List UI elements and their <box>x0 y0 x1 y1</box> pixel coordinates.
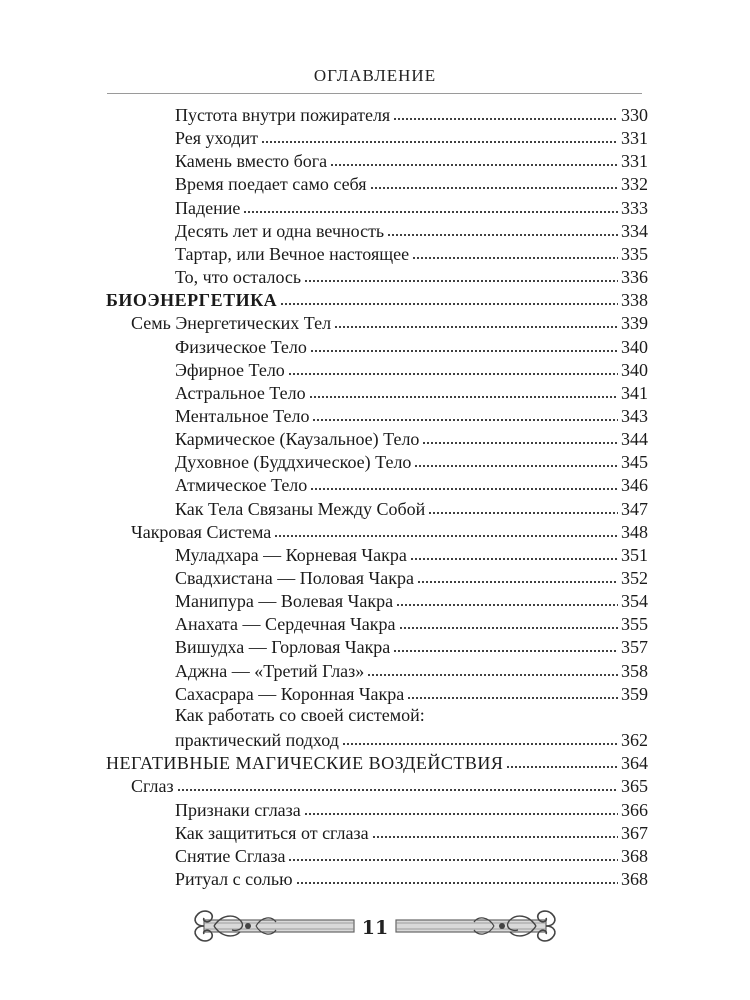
toc-entry-page: 332 <box>621 174 648 194</box>
toc-entry <box>175 727 648 751</box>
toc-entry-page: 330 <box>621 105 648 125</box>
toc-entry <box>175 472 648 496</box>
toc-entry <box>106 287 648 311</box>
dot-leader <box>417 580 618 584</box>
toc-entry-page: 368 <box>621 869 648 889</box>
dot-leader <box>506 765 618 769</box>
header-rule <box>107 93 642 94</box>
dot-leader <box>310 487 618 491</box>
dot-leader <box>410 557 618 561</box>
toc-entry-title: Кармическое (Каузальное) Тело <box>175 429 420 449</box>
dot-leader <box>387 233 618 237</box>
toc-entry-title: Камень вместо бога <box>175 151 328 171</box>
toc-entry-title: Пустота внутри пожирателя <box>175 105 391 125</box>
dot-leader <box>309 395 618 399</box>
dot-leader <box>422 441 618 445</box>
toc-entry <box>175 195 648 219</box>
dot-leader <box>330 163 618 167</box>
toc-entry <box>175 866 648 890</box>
dot-leader <box>243 210 618 214</box>
toc-entry-page: 364 <box>621 753 648 773</box>
dot-leader <box>177 788 618 792</box>
toc-entry-page: 341 <box>621 383 648 403</box>
toc-entry <box>106 750 648 774</box>
dot-leader <box>274 534 618 538</box>
dot-leader <box>407 696 618 700</box>
toc-entry-title: Как защититься от сглаза <box>175 823 369 843</box>
dot-leader <box>288 858 618 862</box>
toc-entry <box>175 403 648 427</box>
toc-entry <box>175 611 648 635</box>
toc-entry-title: Аджна — «Третий Глаз» <box>175 661 365 681</box>
toc-entry-title: Сглаз <box>131 776 174 796</box>
toc-entry <box>131 773 648 797</box>
toc-entry <box>175 380 648 404</box>
toc-entry <box>175 634 648 658</box>
toc-entry-page: 352 <box>621 568 648 588</box>
toc-entry-page: 366 <box>621 800 648 820</box>
toc-entry-page: 331 <box>621 128 648 148</box>
toc-entry <box>175 102 648 126</box>
dot-leader <box>304 279 618 283</box>
toc-entry-title: То, что осталось <box>175 267 302 287</box>
dot-leader <box>342 742 618 746</box>
toc-entry-page: 355 <box>621 614 648 634</box>
toc-entry-title: Манипура — Волевая Чакра <box>175 591 394 611</box>
dot-leader <box>414 464 618 468</box>
toc-entry-title: Атмическое Тело <box>175 475 308 495</box>
running-header: ОГЛАВЛЕНИЕ <box>313 66 437 85</box>
toc-entry-page: 368 <box>621 846 648 866</box>
toc-entry-page: 346 <box>621 475 648 495</box>
toc-entry-title: Анахата — Сердечная Чакра <box>175 614 396 634</box>
toc-entry <box>175 148 648 172</box>
dot-leader <box>399 626 618 630</box>
toc-entry-page: 340 <box>621 337 648 357</box>
toc-entry <box>175 681 648 705</box>
toc-entry-page: 340 <box>621 360 648 380</box>
dot-leader <box>393 117 618 121</box>
toc-entry <box>175 357 648 381</box>
toc-entry-title: Как работать со своей системой: <box>175 705 425 725</box>
toc-entry <box>131 310 648 334</box>
toc-entry-page: 343 <box>621 406 648 426</box>
dot-leader <box>428 511 618 515</box>
toc-entry-page: 365 <box>621 776 648 796</box>
toc-entry-title: НЕГАТИВНЫЕ МАГИЧЕСКИЕ ВОЗДЕЙСТВИЯ <box>106 753 504 773</box>
toc-entry-title: Семь Энергетических Тел <box>131 313 332 333</box>
toc-entry-title: Физическое Тело <box>175 337 307 357</box>
dot-leader <box>367 673 618 677</box>
toc-entry-page: 359 <box>621 684 648 704</box>
toc-entry-title: Снятие Сглаза <box>175 846 286 866</box>
toc-entry-title: Время поедает само себя <box>175 174 367 194</box>
toc-entry-title: Духовное (Буддхическое) Тело <box>175 452 412 472</box>
toc-entry-page: 347 <box>621 499 648 519</box>
toc-entry-page: 354 <box>621 591 648 611</box>
dot-leader <box>372 835 618 839</box>
toc-entry <box>175 426 648 450</box>
dot-leader <box>396 603 618 607</box>
toc-entry <box>175 171 648 195</box>
toc-entry-title: Вишудха — Горловая Чакра <box>175 637 391 657</box>
toc-entry-page: 335 <box>621 244 648 264</box>
toc-entry-page: 344 <box>621 429 648 449</box>
dot-leader <box>280 302 618 306</box>
toc-entry-title: практический подход <box>175 730 339 750</box>
toc-entry-page: 351 <box>621 545 648 565</box>
toc-entry-title: Ритуал с солью <box>175 869 293 889</box>
dot-leader <box>296 881 618 885</box>
toc-entry-page: 339 <box>621 313 648 333</box>
toc-entry <box>175 658 648 682</box>
toc-entry-page: 348 <box>621 522 648 542</box>
dot-leader <box>412 256 618 260</box>
toc-entry-title: БИОЭНЕРГЕТИКА <box>106 290 278 310</box>
toc-entry <box>175 704 648 728</box>
toc-entry-title: Признаки сглаза <box>175 800 301 820</box>
toc-entry <box>175 542 648 566</box>
toc-entry-page: 338 <box>621 290 648 310</box>
dot-leader <box>312 418 618 422</box>
toc-entry-page: 336 <box>621 267 648 287</box>
toc-entry-title: Ментальное Тело <box>175 406 310 426</box>
dot-leader <box>334 325 618 329</box>
toc-entry-title: Свадхистана — Половая Чакра <box>175 568 414 588</box>
toc-entry <box>175 797 648 821</box>
toc-entry-title: Сахасрара — Коронная Чакра <box>175 684 405 704</box>
toc-entry <box>131 519 648 543</box>
dot-leader <box>304 812 618 816</box>
toc-entry-title: Падение <box>175 198 241 218</box>
toc-entry <box>175 125 648 149</box>
page-number: 11 <box>361 917 389 939</box>
toc-entry-title: Муладхара — Корневая Чакра <box>175 545 407 565</box>
toc-entry <box>175 588 648 612</box>
dot-leader <box>261 140 618 144</box>
toc-entry-page: 362 <box>621 730 648 750</box>
dot-leader <box>393 649 618 653</box>
toc-entry-page: 367 <box>621 823 648 843</box>
toc-entry <box>175 565 648 589</box>
toc-entry <box>175 218 648 242</box>
toc-entry-title: Тартар, или Вечное настоящее <box>175 244 410 264</box>
toc-entry-title: Эфирное Тело <box>175 360 285 380</box>
toc-entry-page: 345 <box>621 452 648 472</box>
toc-entry-page: 358 <box>621 661 648 681</box>
toc-entry <box>175 843 648 867</box>
toc-entry-title: Чакровая Система <box>131 522 272 542</box>
toc-entry <box>175 496 648 520</box>
toc-entry <box>175 241 648 265</box>
dot-leader <box>288 372 618 376</box>
toc-entry <box>175 334 648 358</box>
dot-leader <box>310 349 618 353</box>
toc-entry-page: 333 <box>621 198 648 218</box>
toc-entry-page: 357 <box>621 637 648 657</box>
toc-entry-page: 334 <box>621 221 648 241</box>
toc-entry-title: Астральное Тело <box>175 383 306 403</box>
dot-leader <box>370 186 618 190</box>
toc-entry <box>175 449 648 473</box>
toc-entry <box>175 264 648 288</box>
toc-entry-page: 331 <box>621 151 648 171</box>
toc-entry-title: Десять лет и одна вечность <box>175 221 385 241</box>
toc-entry-title: Рея уходит <box>175 128 258 148</box>
toc-entry <box>175 820 648 844</box>
toc-entry-title: Как Тела Связаны Между Собой <box>175 499 426 519</box>
